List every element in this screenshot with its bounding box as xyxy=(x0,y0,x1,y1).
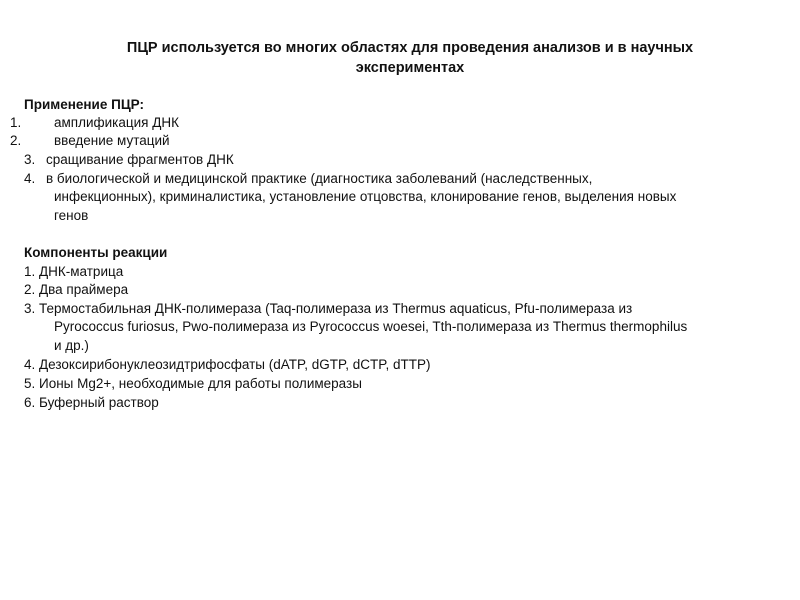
list-item-text: 4. Дезоксирибонуклеозидтрифосфаты (dATP, dGTP, dCTP, dTTP) xyxy=(24,357,431,372)
list-item-text-line: в биологической и медицинской практике (диагностика заболеваний (наследственных, xyxy=(46,171,593,186)
list-item-text-line: Pyrococcus furiosus, Pwo-полимераза из Pyrococcus woesei, Tth-полимераза из Thermus thermophilus xyxy=(54,319,688,334)
slide-title xyxy=(40,38,780,78)
list-item-number: 4. xyxy=(24,171,36,186)
list-item-text-line: 3. Термостабильная ДНК-полимераза (Taq-полимераза из Thermus aquaticus, Pfu-полимераза из xyxy=(24,301,633,316)
list-item-number: 1. xyxy=(10,115,22,130)
list-item-text: 1. ДНК-матрица xyxy=(24,264,124,279)
list-item-text-line: генов xyxy=(54,208,89,223)
list-item-text: 5. Ионы Mg2+, необходимые для работы полимеразы xyxy=(24,376,362,391)
applications-heading: Применение ПЦР: xyxy=(24,97,145,112)
list-item-number: 2. xyxy=(10,133,22,148)
list-item-text-line: инфекционных), криминалистика, установление отцовства, клонирование генов, выделения новых xyxy=(54,189,677,204)
list-item-text: введение мутаций xyxy=(54,133,170,148)
components-heading: Компоненты реакции xyxy=(24,245,168,260)
list-item-text-line: и др.) xyxy=(54,338,89,353)
slide-title-line-1: ПЦР используется во многих областях для проведения анализов и в научных xyxy=(126,40,694,56)
list-item-text: 6. Буферный раствор xyxy=(24,395,159,410)
slide-title-line-2: экспериментах xyxy=(355,60,465,76)
list-item-text: 2. Два праймера xyxy=(24,282,129,297)
list-item-text: сращивание фрагментов ДНК xyxy=(46,152,234,167)
list-item-number: 3. xyxy=(24,152,36,167)
list-item-text: амплификация ДНК xyxy=(54,115,179,130)
